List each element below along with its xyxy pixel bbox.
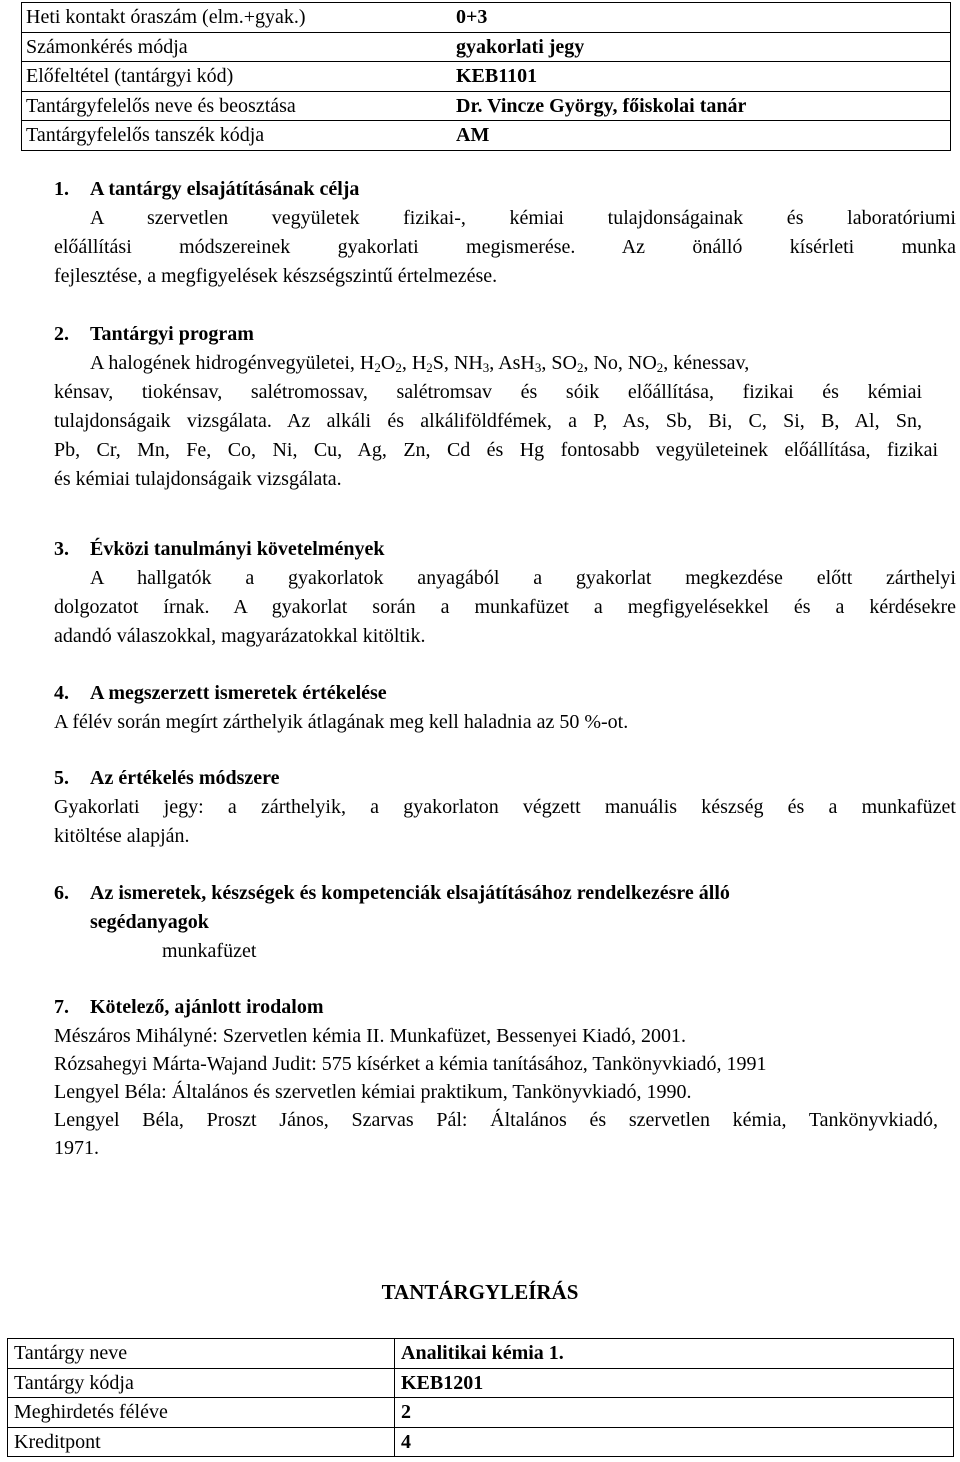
- course-value: Analitikai kémia 1.: [395, 1339, 954, 1369]
- section-title: A tantárgy elsajátításának célja: [90, 178, 360, 200]
- paragraph-line: előállítási módszereinek gyakorlati megismerése. Az önálló kísérleti munka: [54, 236, 956, 258]
- section-3-heading: [54, 538, 384, 561]
- info-label: Előfeltétel (tantárgyi kód): [22, 62, 441, 92]
- text-run: , kénessav,: [663, 352, 750, 374]
- section-title: Évközi tanulmányi követelmények: [90, 538, 385, 560]
- section-7-heading: [54, 996, 323, 1019]
- paragraph-line: kénsav, tiokénsav, salétromossav, salétromsav és sóik előállítása, fizikai és kémiai: [54, 381, 922, 403]
- section-6-heading: [54, 882, 730, 905]
- course-label: Meghirdetés féléve: [8, 1398, 395, 1428]
- subscript: 3: [534, 360, 542, 375]
- section-6-heading-cont: segédanyagok: [90, 911, 209, 933]
- section-number: 3.: [54, 538, 69, 560]
- section-title: Tantárgyi program: [90, 323, 254, 345]
- paragraph-line: dolgozatot írnak. A gyakorlat során a munkafüzet a megfigyelésekkel és a kérdésekre: [54, 596, 956, 618]
- table-row: [22, 121, 951, 151]
- paragraph-line: fejlesztése, a megfigyelések készségszintű értelmezése.: [54, 265, 498, 287]
- reference-item: Rózsahegyi Márta-Wajand Judit: 575 kísérket a kémia tanításához, Tankönyvkiadó, 1991: [54, 1053, 767, 1075]
- course-table: [7, 1338, 954, 1457]
- section-number: 2.: [54, 323, 69, 345]
- table-row: [22, 3, 951, 33]
- table-row: [8, 1398, 954, 1428]
- paragraph-line: kitöltése alapján.: [54, 825, 190, 847]
- section-4-heading: [54, 682, 387, 705]
- table-row: [8, 1427, 954, 1457]
- paragraph-line: A félév során megírt zárthelyik átlagának meg kell haladnia az 50 %-ot.: [54, 711, 629, 733]
- info-label: Tantárgyfelelős tanszék kódja: [22, 121, 441, 151]
- course-label: Tantárgy kódja: [8, 1368, 395, 1398]
- subscript: 2: [576, 360, 584, 375]
- info-value: gyakorlati jegy: [440, 32, 951, 62]
- paragraph-line: adandó válaszokkal, magyarázatokkal kitöltik.: [54, 625, 426, 647]
- subscript: 2: [426, 360, 433, 375]
- table-row: [8, 1339, 954, 1369]
- subscript: 3: [482, 360, 490, 375]
- section-5-heading: [54, 767, 280, 790]
- subscript: 2: [395, 360, 402, 375]
- course-label: Kreditpont: [8, 1427, 395, 1457]
- reference-item: Mészáros Mihályné: Szervetlen kémia II. Munkafüzet, Bessenyei Kiadó, 2001.: [54, 1025, 687, 1047]
- text-run: , H: [401, 352, 427, 374]
- paragraph-line: [90, 352, 749, 375]
- text-run: , SO: [541, 352, 577, 374]
- section-2-heading: [54, 323, 254, 346]
- course-value: 4: [395, 1427, 954, 1457]
- table-row: [22, 62, 951, 92]
- section-title: Az ismeretek, készségek és kompetenciák elsajátításához rendelkezésre álló: [90, 882, 730, 904]
- text-run: S, NH: [432, 352, 483, 374]
- paragraph-line: A szervetlen vegyületek fizikai-, kémiai tulajdonságainak és laboratóriumi: [90, 207, 956, 229]
- paragraph-line: tulajdonságaik vizsgálata. Az alkáli és alkáliföldfémek, a P, As, Sb, Bi, C, Si, B, Al, Sn,: [54, 410, 922, 432]
- info-label: Számonkérés módja: [22, 32, 441, 62]
- reference-item: 1971.: [54, 1137, 99, 1159]
- section-number: 4.: [54, 682, 69, 704]
- section-number: 1.: [54, 178, 69, 200]
- paragraph-line: munkafüzet: [162, 940, 257, 962]
- paragraph-line: A hallgatók a gyakorlatok anyagából a gyakorlat megkezdése előtt zárthelyi: [90, 567, 956, 589]
- section-number: 6.: [54, 882, 69, 904]
- paragraph-line: és kémiai tulajdonságaik vizsgálata.: [54, 468, 342, 490]
- section-title: Az értékelés módszere: [90, 767, 280, 789]
- section-number: 5.: [54, 767, 69, 789]
- text-run: , AsH: [489, 352, 535, 374]
- table-row: [22, 32, 951, 62]
- course-value: KEB1201: [395, 1368, 954, 1398]
- subscript: 2: [656, 360, 664, 375]
- info-label: Heti kontakt óraszám (elm.+gyak.): [22, 3, 441, 33]
- info-value: 0+3: [440, 3, 951, 33]
- text-run: A halogének hidrogénvegyületei, H: [90, 352, 375, 374]
- section-1-heading: [54, 178, 359, 201]
- info-value: AM: [440, 121, 951, 151]
- reference-item: Lengyel Béla: Általános és szervetlen kémiai praktikum, Tankönyvkiadó, 1990.: [54, 1081, 692, 1103]
- course-value: 2: [395, 1398, 954, 1428]
- table-row: [8, 1368, 954, 1398]
- reference-item: Lengyel Béla, Proszt János, Szarvas Pál: Általános és szervetlen kémia, Tankönyvkiadó,: [54, 1109, 938, 1131]
- info-value: Dr. Vincze György, főiskolai tanár: [440, 91, 951, 121]
- paragraph-line: Pb, Cr, Mn, Fe, Co, Ni, Cu, Ag, Zn, Cd és Hg fontosabb vegyületeinek előállítása, fizikai: [54, 439, 938, 461]
- course-label: Tantárgy neve: [8, 1339, 395, 1369]
- description-title: TANTÁRGYLEÍRÁS: [381, 1280, 579, 1304]
- text-run: O: [380, 352, 396, 374]
- text-run: , No, NO: [583, 352, 657, 374]
- subscript: 2: [374, 360, 381, 375]
- section-title: A megszerzett ismeretek értékelése: [90, 682, 387, 704]
- paragraph-line: Gyakorlati jegy: a zárthelyik, a gyakorlaton végzett manuális készség és a munkafüzet: [54, 796, 956, 818]
- section-number: 7.: [54, 996, 69, 1018]
- info-label: Tantárgyfelelős neve és beosztása: [22, 91, 441, 121]
- section-title: Kötelező, ajánlott irodalom: [90, 996, 324, 1018]
- table-row: [22, 91, 951, 121]
- course-info-table: [21, 2, 951, 151]
- info-value: KEB1101: [440, 62, 951, 92]
